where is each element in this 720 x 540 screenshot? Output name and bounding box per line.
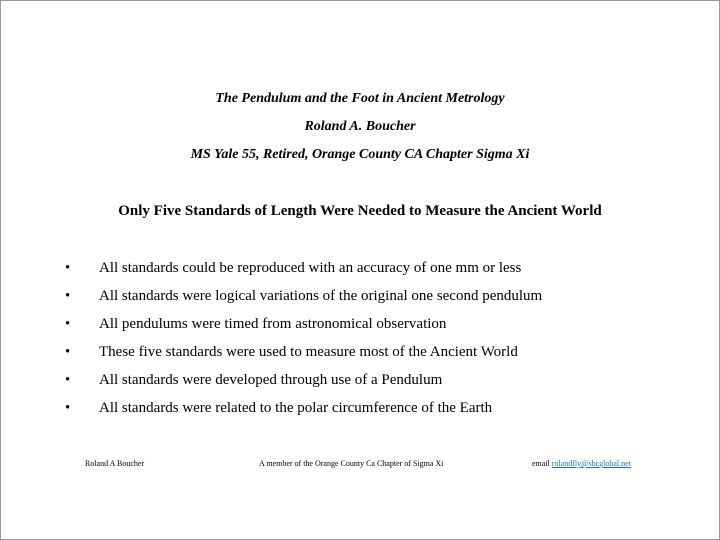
list-item	[65, 314, 542, 342]
bullet-text: All standards were developed through use of a Pendulum	[99, 372, 443, 388]
bullet-text: All standards were logical variations of the original one second pendulum	[99, 288, 543, 304]
bullet-text: All standards were related to the polar circumference of the Earth	[99, 400, 493, 416]
bullet-icon: •	[65, 344, 71, 360]
bullet-text: All pendulums were timed from astronomical observation	[99, 316, 447, 332]
bullet-icon: •	[65, 372, 71, 388]
slide-title: The Pendulum and the Foot in Ancient Metrology	[215, 91, 505, 106]
list-item	[65, 370, 542, 398]
list-item	[65, 342, 542, 370]
bullet-icon: •	[65, 288, 71, 304]
bullet-text: All standards could be reproduced with an accuracy of one mm or less	[99, 260, 522, 276]
footer-author: Roland A Boucher	[85, 459, 145, 468]
bullet-list	[65, 258, 542, 426]
footer-email	[532, 459, 631, 468]
author-name: Roland A. Boucher	[304, 119, 416, 134]
list-item	[65, 286, 542, 314]
footer-membership: A member of the Orange County Ca Chapter of Sigma Xi	[259, 459, 444, 468]
list-item	[65, 258, 542, 286]
list-item	[65, 398, 542, 426]
email-link[interactable]: rolandfly@sbcglobal.net	[551, 459, 631, 468]
author-affiliation: MS Yale 55, Retired, Orange County CA Chapter Sigma Xi	[190, 147, 530, 162]
bullet-icon: •	[65, 260, 71, 276]
section-heading: Only Five Standards of Length Were Needed to Measure the Ancient World	[118, 203, 602, 219]
footer-email-label: email	[532, 459, 550, 468]
bullet-icon: •	[65, 316, 71, 332]
bullet-icon: •	[65, 400, 71, 416]
bullet-text: These five standards were used to measure most of the Ancient World	[99, 344, 518, 360]
